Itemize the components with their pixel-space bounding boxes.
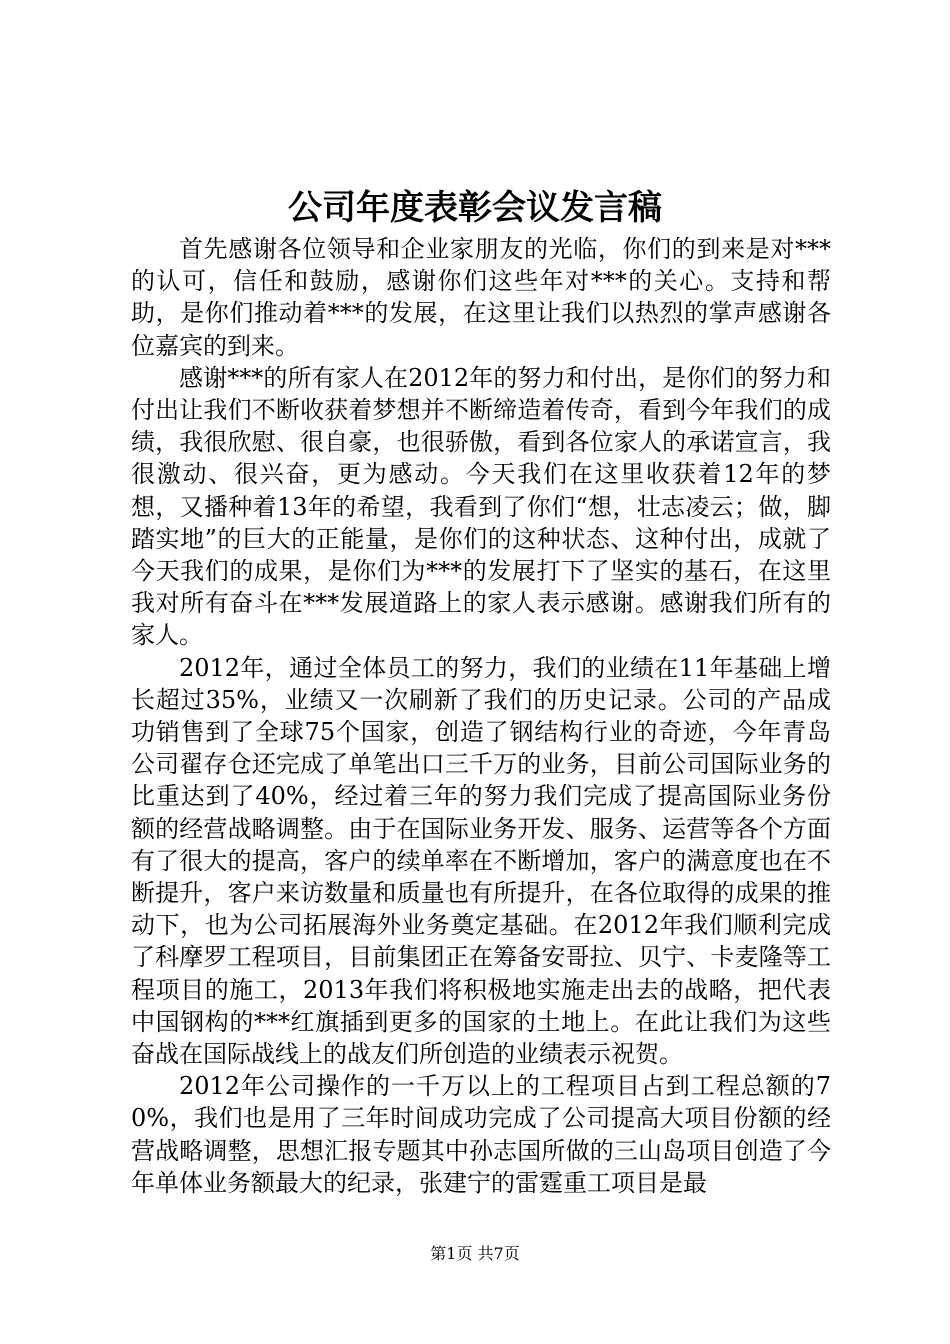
page-footer: 第1页 共7页 [430, 1244, 520, 1263]
paragraph-2: 感谢***的所有家人在2012年的努力和付出，是你们的努力和付出让我们不断收获着梦想并不断缔造着传奇，看到今年我们的成绩，我很欣慰、很自豪，也很骄傲，看到各位家人的承诺宣言，我很激动、很兴奋，更为感动。今天我们在这里收获着12年的梦想，又播种着13年的希望，我看到了你们“想，壮志凌云；做，脚踏实地”的巨大的正能量，是你们的这种状态、这种付出，成就了今天我们的成果，是你们为***的发展打下了坚实的基石，在这里我对所有奋斗在***发展道路上的家人表示感谢。感谢我们所有的家人。 [131, 363, 831, 650]
paragraph-4: 2012年公司操作的一千万以上的工程项目占到工程总额的70%，我们也是用了三年时间成功完成了公司提高大项目份额的经营战略调整，思想汇报专题其中孙志国所做的三山岛项目创造了今年单体业务额最大的纪录，张建宁的雷霆重工项目是最 [131, 1072, 831, 1197]
paragraph-3: 2012年，通过全体员工的努力，我们的业绩在11年基础上增长超过35%，业绩又一次刷新了我们的历史记录。公司的产品成功销售到了全球75个国家，创造了钢结构行业的奇迹，今年青岛公司翟存仓还完成了单笔出口三千万的业务，目前公司国际业务的比重达到了40%，经过着三年的努力我们完成了提高国际业务份额的经营战略调整。由于在国际业务开发、服务、运营等各个方面有了很大的提高，客户的续单率在不断增加，客户的满意度也在不断提升，客户来访数量和质量也有所提升，在各位取得的成果的推动下，也为公司拓展海外业务奠定基础。在2012年我们顺利完成了科摩罗工程项目，目前集团正在筹备安哥拉、贝宁、卡麦隆等工程项目的施工，2013年我们将积极地实施走出去的战略，把代表中国钢构的***红旗插到更多的国家的土地上。在此让我们为这些奋战在国际战线上的战友们所创造的业绩表示祝贺。 [131, 653, 831, 1069]
document-title: 公司年度表彰会议发言稿 [288, 188, 662, 228]
document-body [131, 233, 831, 1199]
paragraph-1: 首先感谢各位领导和企业家朋友的光临，你们的到来是对***的认可，信任和鼓励，感谢你们这些年对***的关心。支持和帮助，是你们推动着***的发展，在这里让我们以热烈的掌声感谢各位嘉宾的到来。 [131, 235, 831, 360]
